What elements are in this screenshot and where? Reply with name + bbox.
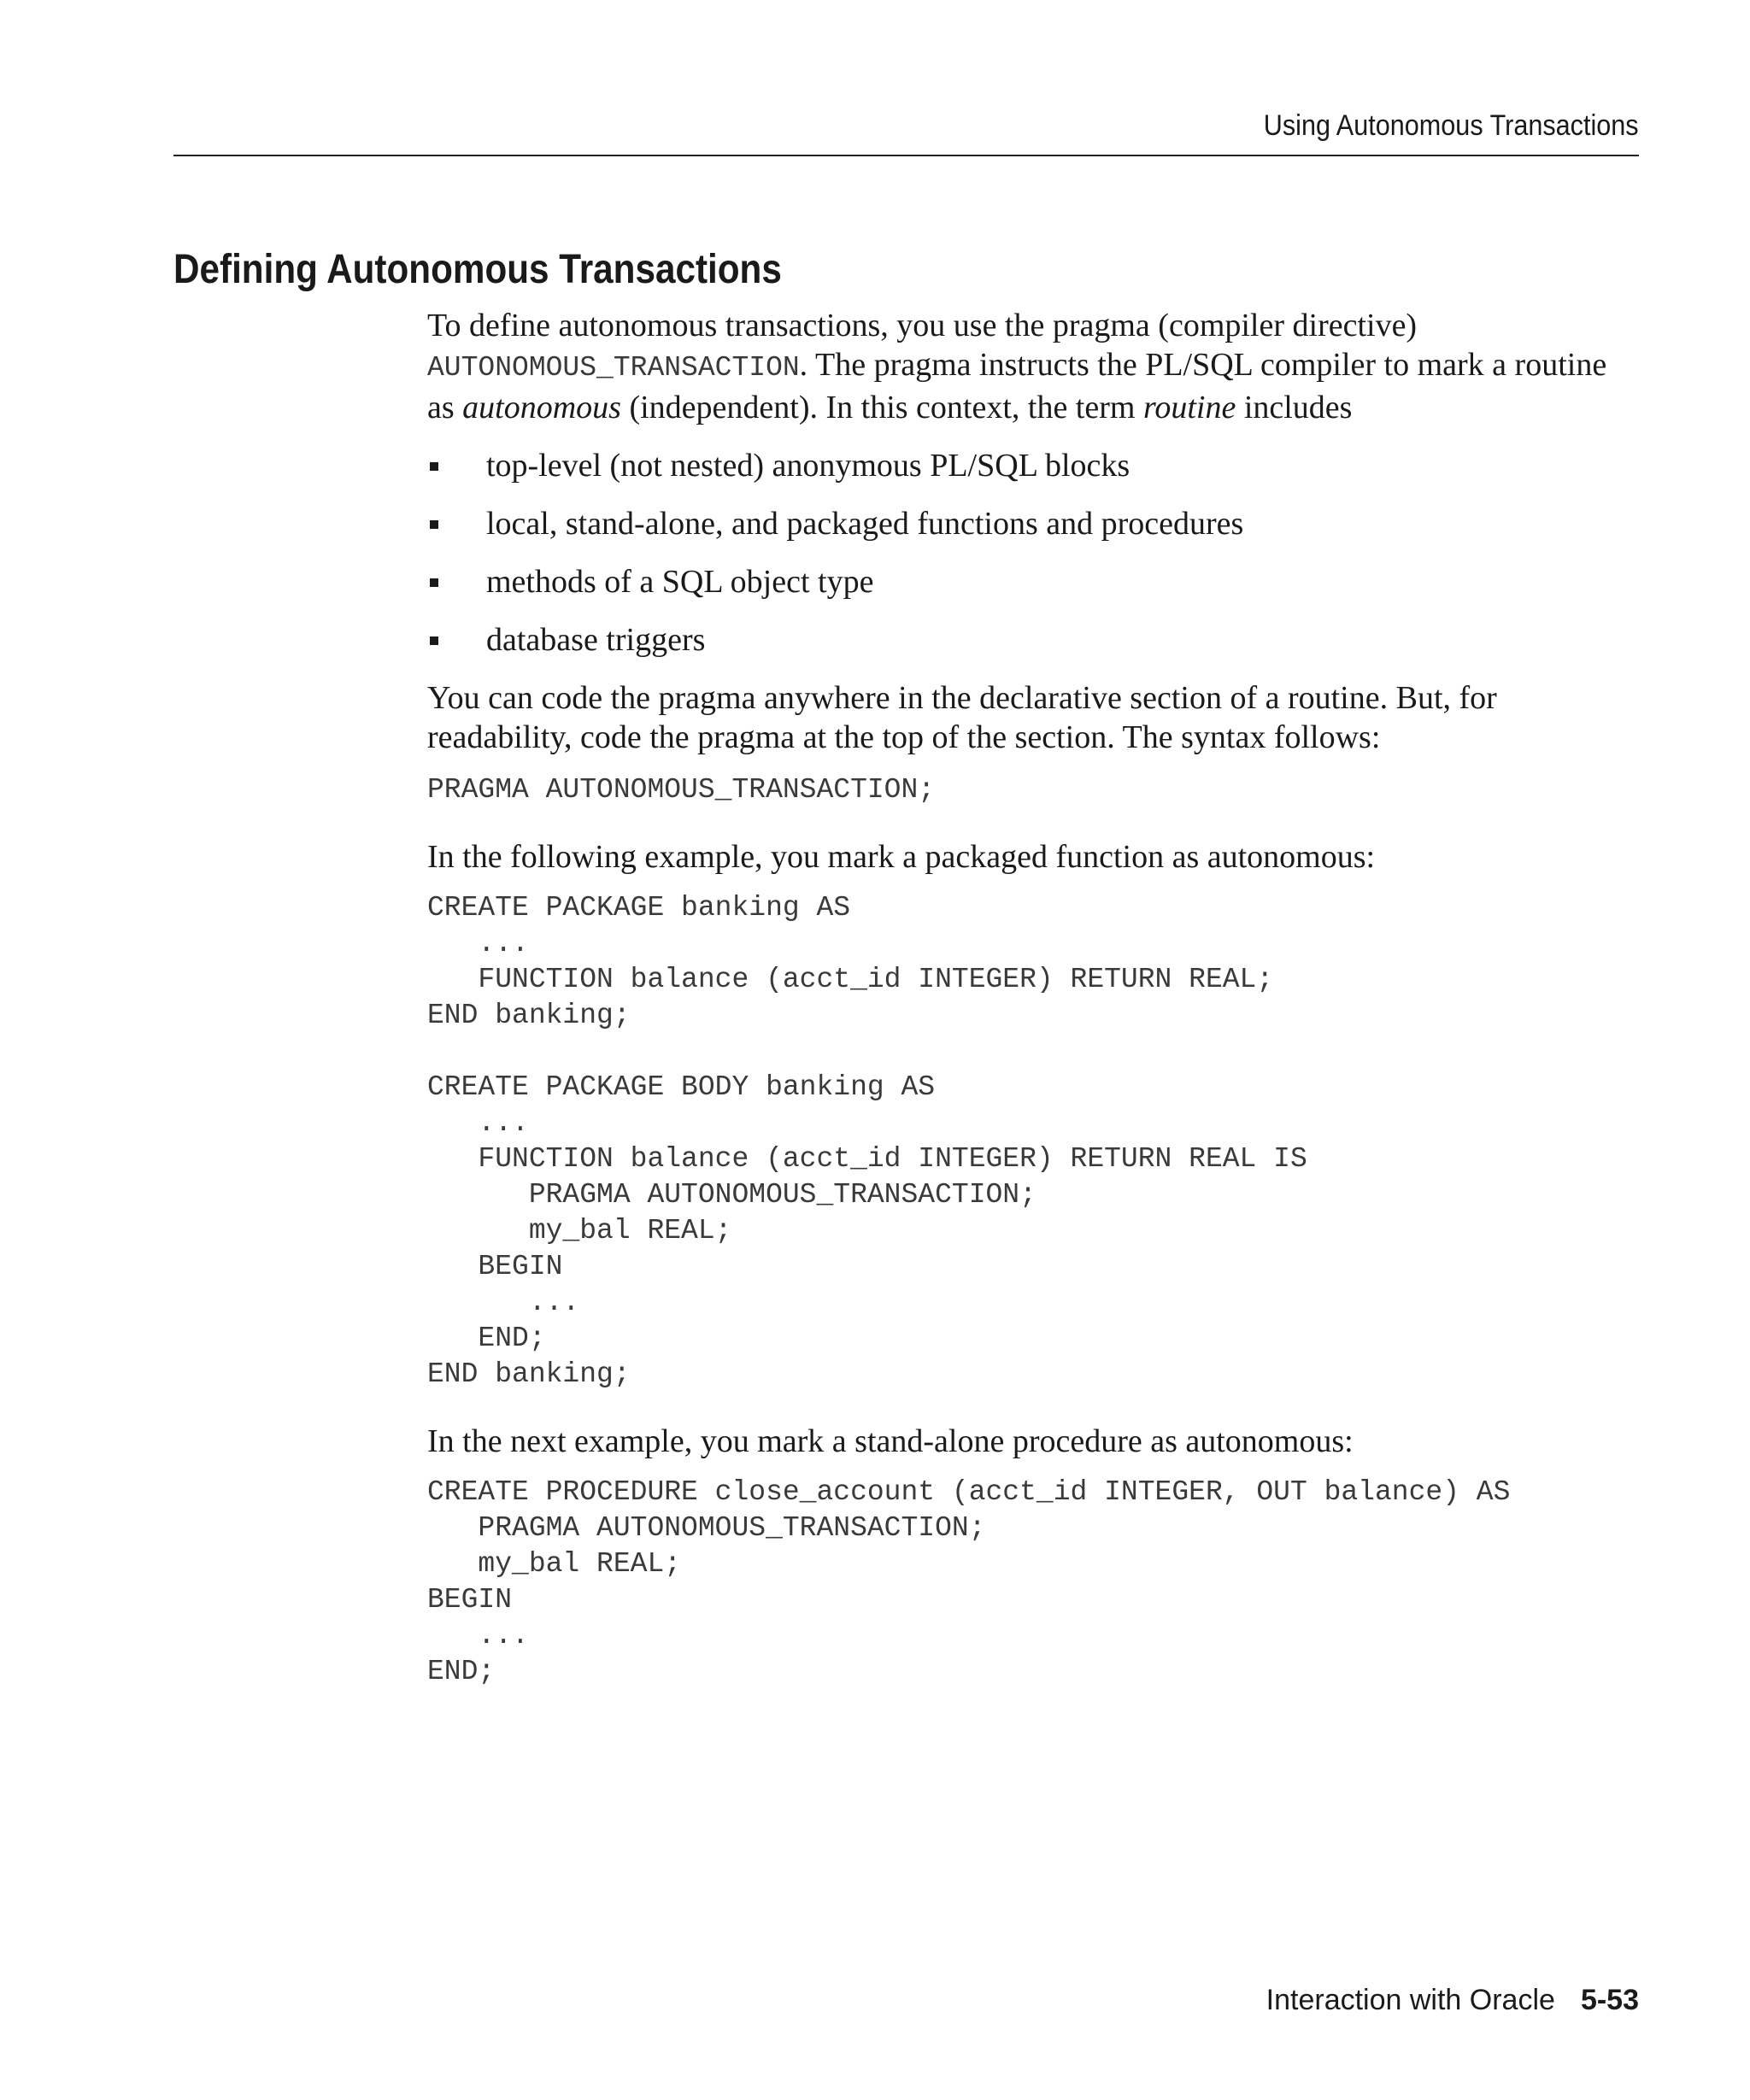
footer-chapter-title: Interaction with Oracle	[1266, 1984, 1555, 2016]
intro-paragraph	[427, 306, 1641, 427]
list-item	[427, 504, 1641, 543]
example2-intro: In the next example, you mark a stand-alone procedure as autonomous:	[427, 1423, 1354, 1459]
bullet-icon	[430, 520, 438, 529]
list-item-text: database triggers	[486, 622, 706, 658]
list-item	[427, 620, 1641, 660]
list-item-text: methods of a SQL object type	[486, 564, 874, 600]
routine-list	[427, 446, 1641, 660]
bullet-icon	[430, 578, 438, 587]
body-column	[427, 306, 1641, 1690]
header-rule	[173, 155, 1639, 156]
running-header: Using Autonomous Transactions	[1264, 109, 1639, 142]
intro-text-2: . The pragma instructs the PL/SQL compiler to mark a routine as	[427, 347, 1607, 425]
intro-emphasis-autonomous: autonomous	[462, 390, 621, 425]
procedure-code-block: CREATE PROCEDURE close_account (acct_id INTEGER, OUT balance) AS PRAGMA AUTONOMOUS_TRANSACTION; my_bal REAL; BEGIN ... END;	[427, 1476, 1511, 1687]
list-item	[427, 446, 1641, 485]
list-item	[427, 562, 1641, 601]
bullet-icon	[430, 636, 438, 645]
footer-page-number: 5-53	[1580, 1984, 1639, 2016]
page-footer	[1266, 1984, 1639, 2017]
syntax-code-block: PRAGMA AUTONOMOUS_TRANSACTION;	[427, 774, 936, 806]
intro-code-keyword: AUTONOMOUS_TRANSACTION	[427, 352, 800, 384]
list-item-text: top-level (not nested) anonymous PL/SQL blocks	[486, 448, 1130, 484]
package-body-code-block: CREATE PACKAGE BODY banking AS ... FUNCTION balance (acct_id INTEGER) RETURN REAL IS PRAGMA AUTONOMOUS_TRANSACTION; my_bal REAL; BEGIN ... END; END banking;	[427, 1071, 1307, 1390]
intro-text-4: includes	[1236, 390, 1353, 425]
intro-text-1: To define autonomous transactions, you use the pragma (compiler directive)	[427, 308, 1418, 343]
intro-text-3: (independent). In this context, the term	[620, 390, 1143, 425]
example1-intro: In the following example, you mark a packaged function as autonomous:	[427, 839, 1376, 875]
list-item-text: local, stand-alone, and packaged functions and procedures	[486, 506, 1244, 542]
code-spacer	[427, 1034, 1641, 1070]
package-spec-code-block: CREATE PACKAGE banking AS ... FUNCTION balance (acct_id INTEGER) RETURN REAL; END banking;	[427, 892, 1274, 1031]
intro-emphasis-routine: routine	[1142, 390, 1236, 425]
section-title: Defining Autonomous Transactions	[173, 247, 782, 292]
bullet-icon	[430, 462, 438, 471]
pragma-paragraph: You can code the pragma anywhere in the declarative section of a routine. But, for readability, code the pragma at the top of the section. The syntax follows:	[427, 680, 1497, 755]
